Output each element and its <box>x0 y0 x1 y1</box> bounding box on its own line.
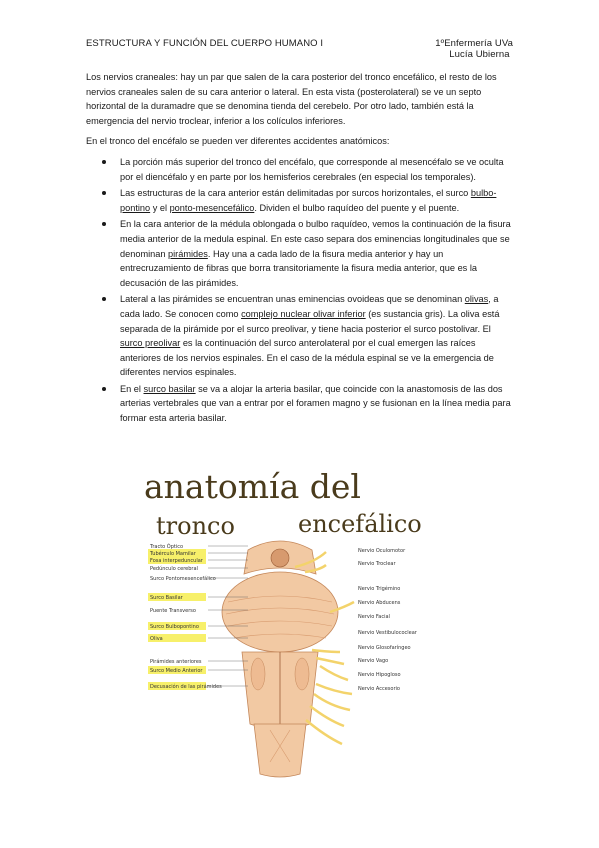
underlined-term: surco basilar <box>143 383 196 394</box>
list-item: La porción más superior del tronco del encéfalo, que corresponde al mesencéfalo se ve oculta por el diencéfalo y en parte por los hemisferios cerebrales (en especial los temporales). <box>120 155 514 184</box>
intro-paragraph: Los nervios craneales: hay un par que salen de la cara posterior del tronco encefálico, el resto de los nervios craneales salen de su cara anterior o lateral. En esta vista (posterolateral) se ve un septo horizontal de la duramadre que se denomina tienda del cerebelo. Por otro lado, también está la emergencia del nervio troclear, inferior a los colículos inferiores. <box>86 72 497 126</box>
underlined-term: surco preolivar <box>120 338 181 349</box>
list-item: Lateral a las pirámides se encuentran unas eminencias ovoideas que se denominan olivas, a cada lado. Se conocen como complejo nuclear olivar inferior (es sustancia gris). La oliva está separada de la pirámide por el surco preolivar, y tiene hacia posterior el surco postolivar. El surco preolivar es la continuación del surco anterolateral por el cual emergen las raíces anteriores de los nervios espinales. En el caso de la médula espinal se ve la emergencia de diferentes nervios espinales. <box>120 292 514 380</box>
left-label: Surco Basilar <box>150 595 183 601</box>
course-year: 1ºEnfermería UVa <box>435 38 513 49</box>
left-label: Oliva <box>150 636 163 642</box>
underlined-term: bulbo-pontino <box>120 188 497 213</box>
underlined-term: pirámides <box>168 248 208 259</box>
right-label: Nervio Abducens <box>358 600 401 606</box>
figure-title-line1: anatomía del <box>144 467 361 506</box>
left-label: Tubérculo Mamilar <box>150 551 196 557</box>
right-label: Nervio Oculomotor <box>358 548 406 554</box>
list-item: Las estructuras de la cara anterior están delimitadas por surcos horizontales, el surco bulbo-pontino y el ponto-mesencefálico. Dividen el bulbo raquídeo del puente y el puente. <box>120 186 514 215</box>
bullet-list <box>86 155 514 426</box>
left-label: Surco Bulbopontino <box>150 624 199 630</box>
figure-title-word-encefalico: encefálico <box>298 510 422 538</box>
author-name: Lucía Ubierna <box>449 49 510 60</box>
brainstem-drawing <box>130 462 430 782</box>
right-label: Nervio Vestibulococlear <box>358 630 417 636</box>
left-label: Puente Transverso <box>150 608 196 614</box>
left-label: Surco Medio Anterior <box>150 668 203 674</box>
list-item: En el surco basilar se va a alojar la arteria basilar, que coincide con la anastomosis de las dos arterias vertebrales que van a entrar por el foramen magno y se fusionan en la línea media para formar esta arteria basilar. <box>120 382 514 426</box>
figure-title-word-tronco: tronco <box>156 512 235 540</box>
document-body <box>86 70 514 428</box>
left-label: Fosa interpeduncular <box>150 558 203 564</box>
underlined-term: olivas <box>464 294 489 305</box>
right-label: Nervio Troclear <box>358 561 396 567</box>
right-label: Nervio Hipogloso <box>358 672 401 678</box>
author-block <box>435 38 513 60</box>
left-label: Decusación de las pirámides <box>150 684 222 690</box>
right-label: Nervio Vago <box>358 658 389 664</box>
underlined-term: complejo nuclear olivar inferior <box>241 308 366 319</box>
course-title: ESTRUCTURA Y FUNCIÓN DEL CUERPO HUMANO I <box>86 38 324 49</box>
list-item: En la cara anterior de la médula oblongada o bulbo raquídeo, vemos la continuación de la fisura media anterior de la medula espinal. En este caso separa dos eminencias longitudinales que se denominan pirámides. Hay una a cada lado de la fisura media anterior y hay un entrecruzamiento de fibras que borra transitoriamente la fisura media anterior, que es la decusación de las pirámides. <box>120 217 514 290</box>
right-labels <box>358 548 418 692</box>
brainstem-illustration <box>130 462 430 782</box>
right-label: Nervio Trigémino <box>358 586 401 592</box>
underlined-term: ponto-mesencefálico <box>169 202 255 213</box>
right-label: Nervio Facial <box>358 614 390 620</box>
right-label: Nervio Glosofaríngeo <box>358 645 411 651</box>
left-label: Surco Pontomesencefálico <box>150 576 216 582</box>
left-label: Tracto Óptico <box>150 544 184 550</box>
right-label: Nervio Accesorio <box>358 686 400 692</box>
lead-paragraph: En el tronco del encéfalo se pueden ver diferentes accidentes anatómicos: <box>86 136 390 147</box>
left-label: Pedúnculo cerebral <box>150 566 198 572</box>
left-label: Pirámides anteriores <box>150 659 202 665</box>
